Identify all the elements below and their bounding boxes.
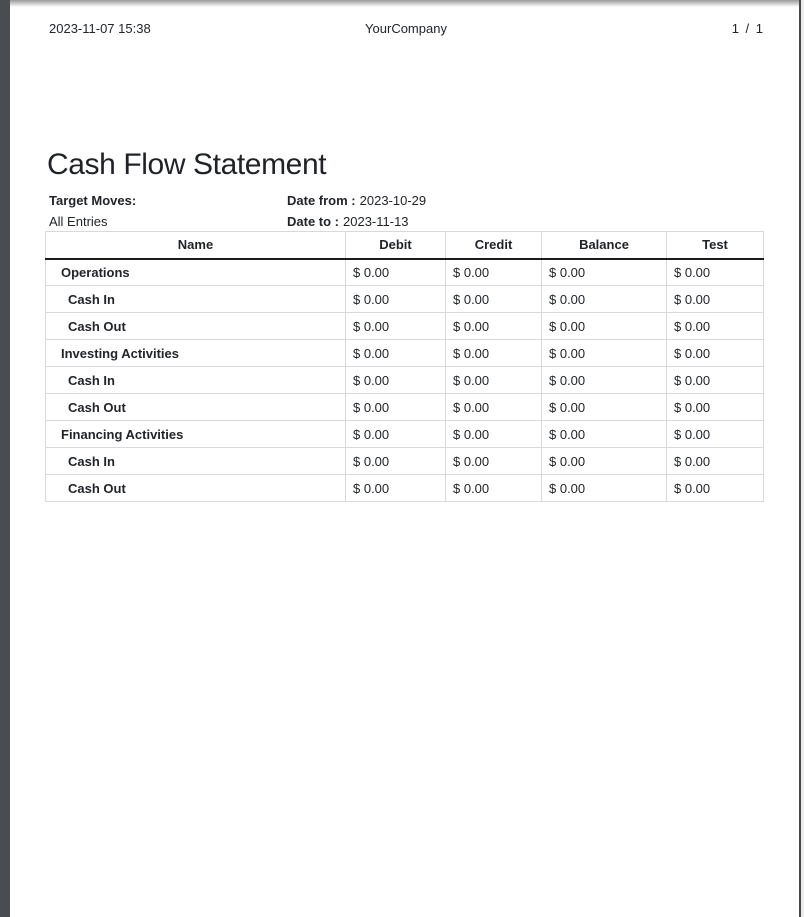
table-row bbox=[46, 340, 764, 367]
test-cell: $ 0.00 bbox=[667, 367, 764, 394]
viewer-left-edge bbox=[0, 0, 10, 917]
date-to-value: 2023-11-13 bbox=[343, 214, 409, 229]
table-header-row bbox=[46, 232, 764, 259]
debit-cell: $ 0.00 bbox=[346, 421, 446, 448]
balance-cell: $ 0.00 bbox=[542, 340, 667, 367]
test-cell: $ 0.00 bbox=[667, 475, 764, 502]
credit-cell: $ 0.00 bbox=[446, 421, 542, 448]
test-cell: $ 0.00 bbox=[667, 286, 764, 313]
credit-cell: $ 0.00 bbox=[446, 286, 542, 313]
row-name-cell: Cash In bbox=[46, 448, 346, 475]
cash-flow-table bbox=[45, 231, 764, 502]
test-cell: $ 0.00 bbox=[667, 313, 764, 340]
debit-cell: $ 0.00 bbox=[346, 475, 446, 502]
column-header-debit: Debit bbox=[346, 232, 446, 259]
balance-cell: $ 0.00 bbox=[542, 367, 667, 394]
balance-cell: $ 0.00 bbox=[542, 286, 667, 313]
report-filters bbox=[49, 190, 763, 230]
date-range-block bbox=[287, 190, 426, 232]
target-moves-block bbox=[49, 190, 136, 232]
viewer-top-shadow bbox=[10, 0, 804, 7]
test-cell: $ 0.00 bbox=[667, 394, 764, 421]
table-row bbox=[46, 394, 764, 421]
balance-cell: $ 0.00 bbox=[542, 259, 667, 286]
table-row bbox=[46, 367, 764, 394]
credit-cell: $ 0.00 bbox=[446, 313, 542, 340]
column-header-credit: Credit bbox=[446, 232, 542, 259]
table-row bbox=[46, 259, 764, 286]
credit-cell: $ 0.00 bbox=[446, 394, 542, 421]
balance-cell: $ 0.00 bbox=[542, 313, 667, 340]
target-moves-value: All Entries bbox=[49, 214, 108, 229]
row-name-cell: Operations bbox=[46, 259, 346, 286]
credit-cell: $ 0.00 bbox=[446, 448, 542, 475]
target-moves-label: Target Moves: bbox=[49, 193, 137, 208]
debit-cell: $ 0.00 bbox=[346, 259, 446, 286]
credit-cell: $ 0.00 bbox=[446, 259, 542, 286]
table-row bbox=[46, 475, 764, 502]
printed-datetime: 2023-11-07 15:38 bbox=[49, 21, 151, 36]
table-row bbox=[46, 421, 764, 448]
balance-cell: $ 0.00 bbox=[542, 394, 667, 421]
balance-cell: $ 0.00 bbox=[542, 448, 667, 475]
row-name-cell: Cash Out bbox=[46, 313, 346, 340]
column-header-name: Name bbox=[46, 232, 346, 259]
row-name-cell: Cash Out bbox=[46, 475, 346, 502]
test-cell: $ 0.00 bbox=[667, 421, 764, 448]
date-from-label: Date from : bbox=[287, 193, 356, 208]
debit-cell: $ 0.00 bbox=[346, 286, 446, 313]
date-from-value: 2023-10-29 bbox=[359, 193, 427, 208]
row-name-cell: Cash In bbox=[46, 367, 346, 394]
row-name-cell: Cash In bbox=[46, 286, 346, 313]
row-name-cell: Financing Activities bbox=[46, 421, 346, 448]
date-to-label: Date to : bbox=[287, 214, 339, 229]
debit-cell: $ 0.00 bbox=[346, 313, 446, 340]
date-to-line bbox=[287, 211, 426, 232]
report-title: Cash Flow Statement bbox=[47, 148, 327, 181]
company-name: YourCompany bbox=[365, 21, 447, 36]
date-from-line bbox=[287, 190, 426, 211]
debit-cell: $ 0.00 bbox=[346, 367, 446, 394]
page-indicator: 1 / 1 bbox=[731, 21, 763, 36]
column-header-test: Test bbox=[667, 232, 764, 259]
debit-cell: $ 0.00 bbox=[346, 448, 446, 475]
credit-cell: $ 0.00 bbox=[446, 475, 542, 502]
page-header bbox=[49, 21, 763, 37]
debit-cell: $ 0.00 bbox=[346, 340, 446, 367]
row-name-cell: Cash Out bbox=[46, 394, 346, 421]
test-cell: $ 0.00 bbox=[667, 448, 764, 475]
test-cell: $ 0.00 bbox=[667, 259, 764, 286]
test-cell: $ 0.00 bbox=[667, 340, 764, 367]
table-row bbox=[46, 448, 764, 475]
row-name-cell: Investing Activities bbox=[46, 340, 346, 367]
table-row bbox=[46, 286, 764, 313]
column-header-balance: Balance bbox=[542, 232, 667, 259]
debit-cell: $ 0.00 bbox=[346, 394, 446, 421]
balance-cell: $ 0.00 bbox=[542, 421, 667, 448]
balance-cell: $ 0.00 bbox=[542, 475, 667, 502]
table-row bbox=[46, 313, 764, 340]
credit-cell: $ 0.00 bbox=[446, 340, 542, 367]
credit-cell: $ 0.00 bbox=[446, 367, 542, 394]
